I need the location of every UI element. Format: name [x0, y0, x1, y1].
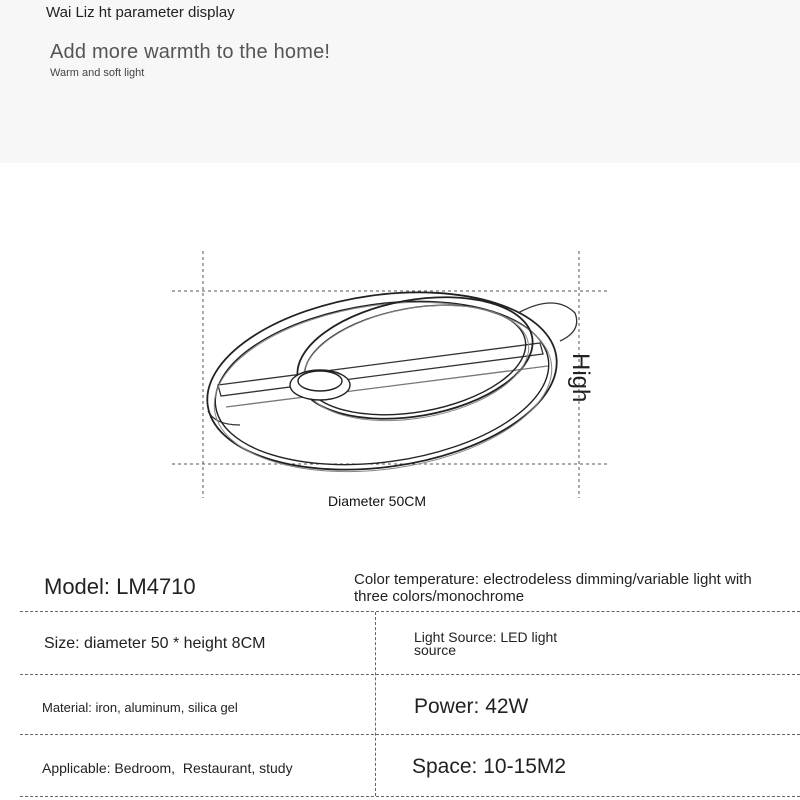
- model-cell: Model: LM4710: [44, 574, 196, 599]
- slogan-text: Add more warmth to the home!: [50, 41, 331, 63]
- parameter-display-title: Wai Liz ht parameter display: [46, 4, 235, 21]
- slogan-subtitle: Warm and soft light: [50, 67, 145, 79]
- specification-table: [0, 555, 800, 800]
- dimension-diagram: [0, 163, 800, 553]
- bar-end-cap-left: [208, 411, 240, 425]
- table-divider: [20, 674, 800, 675]
- power-cell: Power: 42W: [414, 695, 529, 718]
- applicable-cell: Applicable: Bedroom, Restaurant, study: [42, 760, 293, 776]
- space-cell: Space: 10-15M2: [412, 755, 567, 778]
- size-cell: Size: diameter 50 * height 8CM: [44, 635, 266, 652]
- color-temperature-cell: Color temperature: electrodeless dimming/variable light with three colors/monochrome: [354, 571, 752, 605]
- table-divider: [20, 734, 800, 735]
- light-source-cell: Light Source: LED light source: [414, 629, 558, 658]
- material-cell: Material: iron, aluminum, silica gel: [42, 700, 238, 715]
- table-divider: [20, 796, 800, 797]
- height-label: High: [567, 353, 594, 403]
- table-divider: [20, 611, 800, 612]
- diameter-label: Diameter 50CM: [328, 493, 427, 509]
- mounting-bar: [218, 343, 543, 396]
- table-column-divider: [375, 612, 376, 796]
- header-banner: [0, 0, 800, 163]
